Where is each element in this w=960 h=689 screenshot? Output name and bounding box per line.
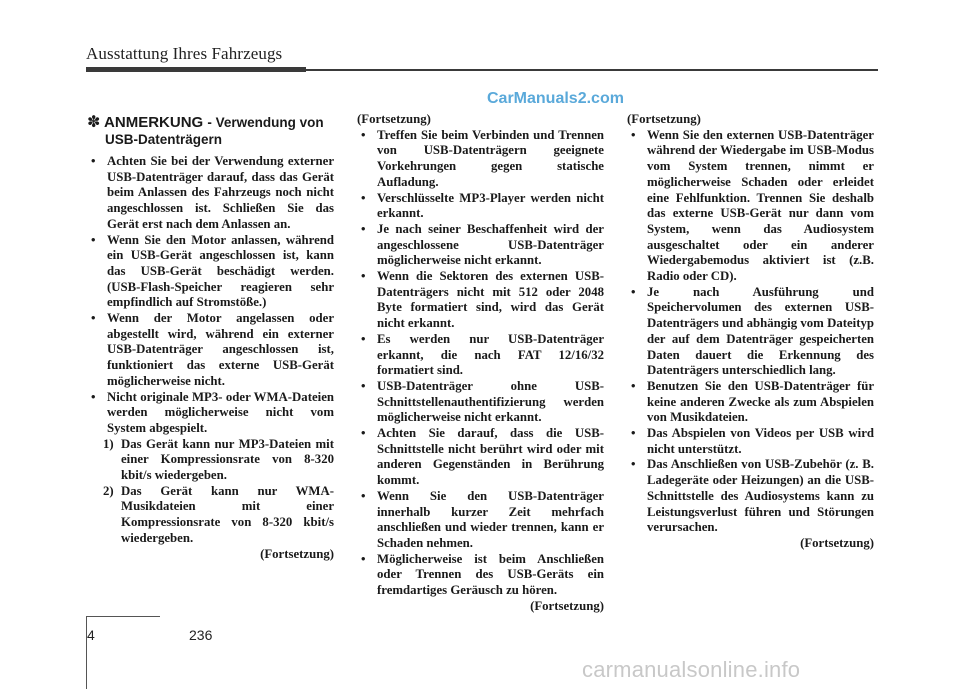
- page-chapter: 4: [87, 627, 95, 643]
- list-item: • Verschlüsselte MP3-Player werden nicht erkannt.: [357, 191, 604, 222]
- list-item: • Wenn der Motor angelassen oder abgestellt wird, während ein externer USB-Datenträger angeschlossen ist, funktioniert das externe USB-Gerät möglicherweise nicht.: [87, 311, 334, 390]
- header-title: Ausstattung Ihres Fahrzeugs: [86, 44, 283, 63]
- col1-bullet-list: [87, 154, 334, 437]
- column-1: [87, 114, 334, 562]
- continued-label: (Fortsetzung): [530, 598, 604, 613]
- list-item: • USB-Datenträger ohne USB-Schnittstellenauthentifizierung werden möglicherweise nicht erkannt.: [357, 379, 604, 426]
- list-item: • Benutzen Sie den USB-Datenträger für keine anderen Zwecke als zum Abspielen von Musikdateien.: [627, 379, 874, 426]
- list-item: • Achten Sie bei der Verwendung externer USB-Datenträger darauf, dass das Gerät beim Anlassen des Fahrzeugs noch nicht angeschlossen ist. Schließen Sie das Gerät erst nach dem Anlassen an.: [87, 154, 334, 233]
- list-item: • Je nach seiner Beschaffenheit wird der angeschlossene USB-Datenträger möglicherweise nicht erkannt.: [357, 222, 604, 269]
- numbered-item-text: Das Gerät kann nur WMA-Musikdateien mit einer Kompressionsrate von 8-320 kbit/s wiedergeben.: [121, 483, 334, 545]
- column-2: [357, 112, 604, 615]
- page-rule-horizontal: [86, 616, 160, 617]
- list-item: • Treffen Sie beim Verbinden und Trennen von USB-Datenträgern geeignete Vorkehrungen gegen statische Aufladung.: [357, 128, 604, 191]
- numbered-item-text: Das Gerät kann nur MP3-Dateien mit einer Kompressionsrate von 8-320 kbit/s wiedergeben.: [121, 436, 334, 483]
- list-item: • Wenn Sie den USB-Datenträger innerhalb kurzer Zeit mehrfach anschließen und wieder trennen, kann er Schaden nehmen.: [357, 489, 604, 552]
- continuation-label: (Fortsetzung): [627, 112, 701, 126]
- numbered-item: [87, 437, 334, 484]
- watermark-carmanualsonline[interactable]: carmanualsonline.info: [582, 657, 801, 682]
- col2-bullet-list: [357, 128, 604, 599]
- header-rule-thin: [306, 69, 878, 71]
- note-subtitle: - Verwendung von USB-Datenträgern: [105, 115, 324, 147]
- continued-label: (Fortsetzung): [260, 546, 334, 561]
- page-number: [87, 627, 213, 643]
- list-item: • Möglicherweise ist beim Anschließen oder Trennen des USB-Geräts ein fremdartiges Geräusch zu hören.: [357, 552, 604, 599]
- list-item: • Wenn Sie den externen USB-Datenträger während der Wiedergabe im USB-Modus vom System trennen, nimmt er möglicherweise Schaden oder erleidet eine Fehlfunktion. Trennen Sie deshalb das externe USB-Gerät nur dann vom System, wenn das Audiosystem ausgeschaltet oder ein anderer Wiedergabemodus aktiviert ist (z.B. Radio oder CD).: [627, 128, 874, 285]
- col3-bullet-list: [627, 128, 874, 536]
- asterisk-icon: ✽: [87, 114, 101, 131]
- column-3: [627, 112, 874, 552]
- list-item: • Achten Sie darauf, dass die USB-Schnittstelle nicht berührt wird oder mit anderen Gegenständen in Berührung kommt.: [357, 426, 604, 489]
- numbered-item-mark: 2): [103, 483, 114, 498]
- list-item: • Wenn Sie den Motor anlassen, während ein USB-Gerät angeschlossen ist, kann das USB-Gerät beschädigt werden. (USB-Flash-Speicher reagieren sehr empfindlich auf Stromstöße.): [87, 233, 334, 312]
- note-label: ANMERKUNG: [104, 114, 204, 131]
- header-rule-thick: [86, 67, 306, 72]
- numbered-item-mark: 1): [103, 436, 114, 451]
- list-item: • Nicht originale MP3- oder WMA-Dateien werden möglicherweise nicht vom System abgespielt.: [87, 390, 334, 437]
- col1-numbered-list: [87, 437, 334, 547]
- page-digits: 236: [189, 627, 213, 643]
- list-item: • Das Abspielen von Videos per USB wird nicht unterstützt.: [627, 426, 874, 457]
- list-item: • Je nach Ausführung und Speichervolumen des externen USB-Datenträgers und abhängig vom Dateityp der auf dem Datenträger gespeicherten Daten dauert die Erkennung des Datenträgers unterschiedlich lang.: [627, 285, 874, 379]
- numbered-item: [87, 484, 334, 547]
- watermark-carmanuals2[interactable]: CarManuals2.com: [487, 90, 624, 107]
- note-heading: [87, 114, 334, 148]
- list-item: • Das Anschließen von USB-Zubehör (z. B. Ladegeräte oder Heizungen) an die USB-Schnittstelle des Audiosystems kann zu Leistungsverlust führen und Störungen verursachen.: [627, 457, 874, 536]
- continued-label: (Fortsetzung): [800, 535, 874, 550]
- continuation-label: (Fortsetzung): [357, 112, 431, 126]
- list-item: • Wenn die Sektoren des externen USB-Datenträgers nicht mit 512 oder 2048 Byte formatiert sind, wird das Gerät nicht erkannt.: [357, 269, 604, 332]
- list-item: • Es werden nur USB-Datenträger erkannt, die nach FAT 12/16/32 formatiert sind.: [357, 332, 604, 379]
